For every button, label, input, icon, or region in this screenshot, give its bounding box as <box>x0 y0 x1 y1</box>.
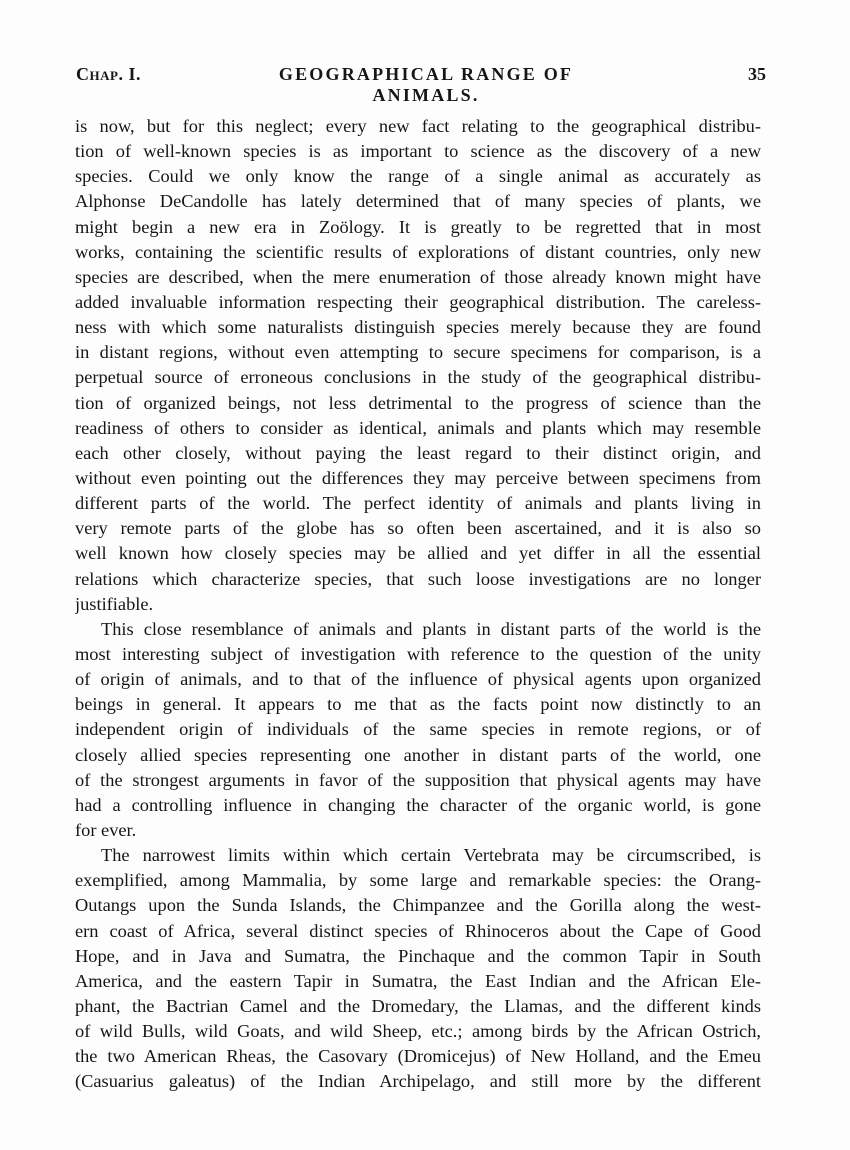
text-line: species are described, when the mere enumeration of those already known might have <box>75 266 761 287</box>
text-line: might begin a new era in Zoölogy. It is greatly to be regretted that in most <box>75 216 761 237</box>
text-line: most interesting subject of investigation with reference to the question of the unity <box>75 643 761 664</box>
chapter-label: Chap. I. <box>76 64 141 84</box>
running-title: GEOGRAPHICAL RANGE OF ANIMALS. <box>278 64 574 105</box>
running-head <box>76 64 766 105</box>
text-line: ern coast of Africa, several distinct species of Rhinoceros about the Cape of Good <box>75 920 761 941</box>
text-line: each other closely, without paying the least regard to their distinct origin, and <box>75 442 761 463</box>
text-line: phant, the Bactrian Camel and the Dromedary, the Llamas, and the different kinds <box>75 995 761 1016</box>
text-line: beings in general. It appears to me that as the facts point now distinctly to an <box>75 694 761 715</box>
text-line: Alphonse DeCandolle has lately determined that of many species of plants, we <box>75 191 761 212</box>
text-line: tion of organized beings, not less detrimental to the progress of science than the <box>75 392 761 413</box>
text-line: (Casuarius galeatus) of the Indian Archipelago, and still more by the different <box>75 1071 761 1092</box>
text-line: added invaluable information respecting their geographical distribution. The careless- <box>75 291 761 312</box>
text-line: exemplified, among Mammalia, by some large and remarkable species: the Orang- <box>75 870 761 891</box>
text-line: for ever. <box>75 819 137 840</box>
paragraph <box>75 617 761 843</box>
text-line: readiness of others to consider as identical, animals and plants which may resemble <box>75 417 761 438</box>
paragraph <box>75 114 761 617</box>
text-line: had a controlling influence in changing the character of the organic world, is gone <box>75 794 761 815</box>
text-line: is now, but for this neglect; every new fact relating to the geographical distribu- <box>75 116 761 136</box>
paragraph <box>75 843 761 1094</box>
text-line: species. Could we only know the range of a single animal as accurately as <box>75 166 761 187</box>
text-line: Outangs upon the Sunda Islands, the Chimpanzee and the Gorilla along the west- <box>75 895 761 916</box>
text-line: ness with which some naturalists distinguish species merely because they are found <box>75 317 761 338</box>
text-line: Hope, and in Java and Sumatra, the Pinchaque and the common Tapir in South <box>75 945 761 966</box>
text-line: closely allied species representing one another in distant parts of the world, one <box>75 744 761 765</box>
text-line: of the strongest arguments in favor of the supposition that physical agents may have <box>75 769 761 790</box>
text-line: in distant regions, without even attempting to secure specimens for comparison, is a <box>75 342 761 363</box>
text-line: justifiable. <box>75 593 154 614</box>
text-line: well known how closely species may be allied and yet differ in all the essential <box>75 543 761 564</box>
text-line: America, and the eastern Tapir in Sumatra, the East Indian and the African Ele- <box>75 970 761 991</box>
text-line: tion of well-known species is as important to science as the discovery of a new <box>75 141 761 162</box>
text-line: independent origin of individuals of the same species in remote regions, or of <box>75 719 761 740</box>
page-number: 35 <box>748 64 766 84</box>
text-line: This close resemblance of animals and plants in distant parts of the world is the <box>101 618 761 639</box>
text-line: relations which characterize species, that such loose investigations are no longer <box>75 568 761 589</box>
text-line: without even pointing out the differences they may perceive between specimens from <box>75 467 761 488</box>
body-text <box>75 114 761 1094</box>
text-line: of wild Bulls, wild Goats, and wild Sheep, etc.; among birds by the African Ostrich, <box>75 1021 761 1042</box>
text-line: the two American Rheas, the Casovary (Dromicejus) of New Holland, and the Emeu <box>75 1046 761 1067</box>
text-line: works, containing the scientific results of explorations of distant countries, only new <box>75 241 761 262</box>
text-line: The narrowest limits within which certain Vertebrata may be circumscribed, is <box>101 845 761 866</box>
text-line: very remote parts of the globe has so often been ascertained, and it is also so <box>75 518 761 539</box>
text-line: perpetual source of erroneous conclusions in the study of the geographical distribu- <box>75 367 761 388</box>
text-line: different parts of the world. The perfect identity of animals and plants living in <box>75 493 761 514</box>
text-line: of origin of animals, and to that of the influence of physical agents upon organized <box>75 669 761 690</box>
